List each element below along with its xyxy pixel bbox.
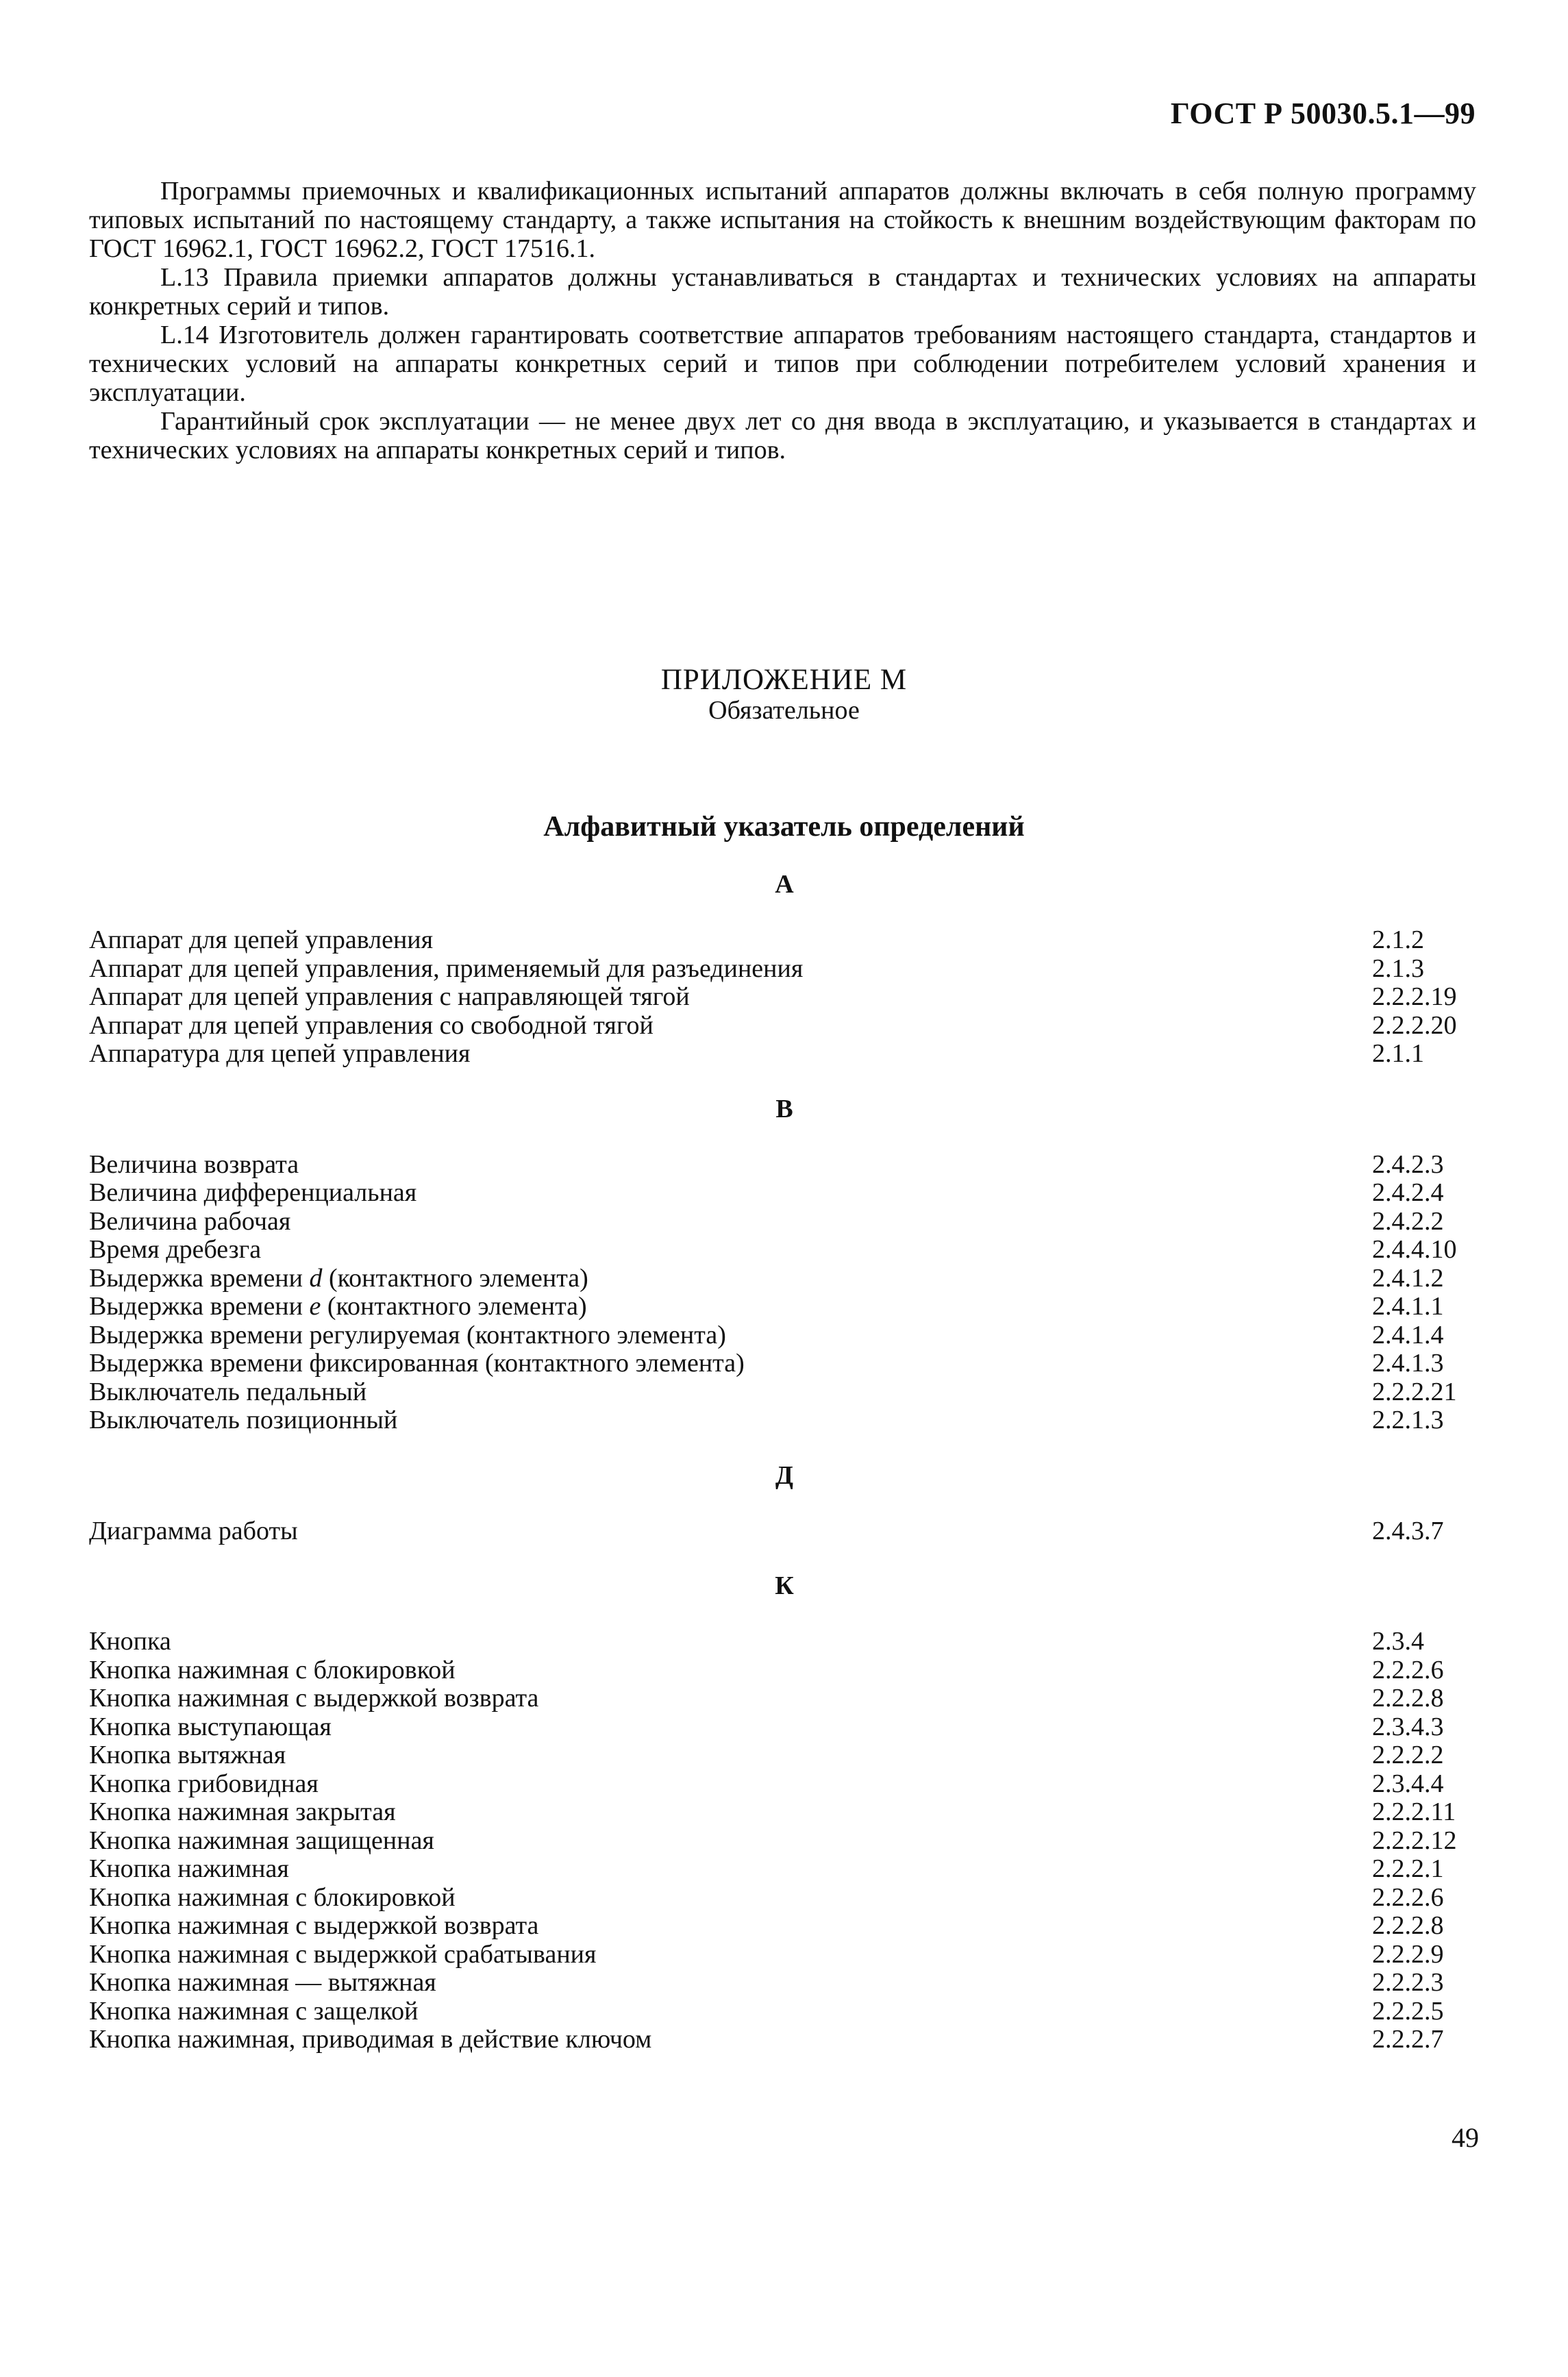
index-term: Выключатель педальный: [89, 1377, 367, 1406]
index-term: Величина возврата: [89, 1149, 299, 1179]
index-ref: 2.2.2.6: [1372, 1882, 1444, 1912]
index-entry: [89, 1236, 1480, 1265]
index-entry: [89, 955, 1480, 984]
index-ref: 2.2.2.7: [1372, 2025, 1444, 2054]
index-entry: [89, 1656, 1480, 1685]
index-term: Кнопка нажимная: [89, 1854, 289, 1883]
index-entry: [89, 1827, 1480, 1856]
index-entry: [89, 1884, 1480, 1913]
index-entry: [89, 983, 1480, 1012]
index-term: Кнопка выступающая: [89, 1712, 332, 1741]
index-term: Выдержка времени фиксированная (контактного элемента): [89, 1349, 745, 1378]
index-ref: 2.3.4.3: [1372, 1712, 1444, 1741]
index-term: Кнопка нажимная с блокировкой: [89, 1882, 456, 1912]
index-entry: [89, 1012, 1480, 1041]
index-term: Кнопка нажимная с защелкой: [89, 1996, 419, 2026]
index-entry: [89, 1741, 1480, 1770]
index-entry: [89, 1293, 1480, 1321]
index-entry: [89, 1349, 1480, 1378]
index-title: Алфавитный указатель определений: [543, 811, 1025, 843]
index-entry: [89, 1941, 1480, 1969]
index-ref: 2.2.2.8: [1372, 1684, 1444, 1713]
index-term: Величина рабочая: [89, 1206, 291, 1236]
page-number: 49: [1452, 2122, 1479, 2153]
index-ref: 2.4.2.4: [1372, 1178, 1444, 1207]
index-entry: [89, 1040, 1480, 1069]
index-term: [89, 1293, 587, 1321]
index-entry: [89, 1912, 1480, 1941]
index-entry: [89, 1179, 1480, 1208]
index-entry: [89, 1265, 1480, 1293]
index-term: Кнопка: [89, 1627, 171, 1656]
index-ref: 2.3.4: [1372, 1627, 1424, 1656]
index-term-text: Выдержка времени: [89, 1292, 310, 1321]
index-term: Кнопка нажимная с выдержкой возврата: [89, 1684, 539, 1713]
standard-code-header: ГОСТ Р 50030.5.1—99: [1170, 97, 1476, 130]
index-ref: 2.4.2.2: [1372, 1206, 1444, 1236]
paragraph: L.13 Правила приемки аппаратов должны устанавливаться в стандартах и технических условиях на аппараты конкретных серий и типов.: [89, 263, 1476, 321]
index-letter-heading: К: [775, 1571, 794, 1600]
index-term: Аппаратура для цепей управления: [89, 1039, 471, 1068]
index-term-variable: e: [309, 1292, 321, 1321]
index-term: Диаграмма работы: [89, 1516, 298, 1545]
index-term: Кнопка нажимная с блокировкой: [89, 1655, 456, 1684]
index-entry: [89, 1770, 1480, 1799]
index-ref: 2.2.2.1: [1372, 1854, 1444, 1883]
index-entry: [89, 1151, 1480, 1180]
index-term-text: (контактного элемента): [321, 1292, 587, 1321]
index-term: Кнопка нажимная — вытяжная: [89, 1968, 436, 1997]
index-term: Выключатель позиционный: [89, 1406, 398, 1434]
index-entry: [89, 1378, 1480, 1407]
index-entry: [89, 1406, 1480, 1435]
index-entry: [89, 1713, 1480, 1742]
paragraph: L.14 Изготовитель должен гарантировать соответствие аппаратов требованиям настоящего стандарта, стандартов и технических условий на аппараты конкретных серий и типов при соблюдении потребителем условий хранения и эксплуатации.: [89, 321, 1476, 407]
index-letter-heading: Д: [775, 1460, 794, 1490]
index-term: Выдержка времени регулируемая (контактного элемента): [89, 1320, 726, 1349]
index-letter-heading: А: [775, 870, 794, 899]
index-term: [89, 1265, 588, 1293]
index-ref: 2.2.2.21: [1372, 1377, 1457, 1406]
index-ref: 2.4.1.4: [1372, 1320, 1444, 1349]
index-entry: [89, 1798, 1480, 1827]
index-ref: 2.4.2.3: [1372, 1149, 1444, 1179]
index-term-variable: d: [309, 1263, 323, 1293]
paragraph: Гарантийный срок эксплуатации — не менее двух лет со дня ввода в эксплуатацию, и указывается в стандартах и технических условиях на аппараты конкретных серий и типов.: [89, 407, 1476, 464]
index-entry: [89, 2026, 1480, 2054]
index-entry: [89, 1628, 1480, 1656]
index-term: Кнопка грибовидная: [89, 1769, 319, 1798]
index-term-text: (контактного элемента): [322, 1263, 588, 1293]
index-term: Величина дифференциальная: [89, 1178, 417, 1207]
alphabetical-index: [89, 870, 1480, 2054]
index-entry: [89, 1998, 1480, 2026]
index-term: Кнопка нажимная, приводимая в действие ключом: [89, 2025, 652, 2054]
index-ref: 2.4.1.2: [1372, 1263, 1444, 1293]
index-ref: 2.2.2.9: [1372, 1939, 1444, 1969]
index-ref: 2.3.4.4: [1372, 1769, 1444, 1798]
index-term: Кнопка нажимная защищенная: [89, 1826, 434, 1855]
body-text: [89, 177, 1476, 464]
index-term: Время дребезга: [89, 1235, 262, 1264]
appendix-subtitle: Обязательное: [708, 696, 860, 725]
index-letter-heading: В: [775, 1094, 793, 1123]
index-ref: 2.2.1.3: [1372, 1406, 1444, 1434]
index-ref: 2.4.4.10: [1372, 1235, 1457, 1264]
index-entry: [89, 1208, 1480, 1236]
index-entry: [89, 926, 1480, 955]
index-ref: 2.2.2.6: [1372, 1655, 1444, 1684]
index-entry: [89, 1684, 1480, 1713]
index-term: Аппарат для цепей управления, применяемый для разъединения: [89, 954, 804, 983]
index-term: Кнопка нажимная закрытая: [89, 1797, 396, 1826]
index-term-text: Выдержка времени: [89, 1263, 310, 1293]
index-ref: 2.1.1: [1372, 1039, 1424, 1068]
index-ref: 2.4.3.7: [1372, 1516, 1444, 1545]
index-entry: [89, 1855, 1480, 1884]
index-ref: 2.2.2.5: [1372, 1996, 1444, 2026]
index-ref: 2.2.2.3: [1372, 1968, 1444, 1997]
index-ref: 2.2.2.12: [1372, 1826, 1457, 1855]
index-ref: 2.2.2.19: [1372, 982, 1457, 1011]
paragraph: Программы приемочных и квалификационных испытаний аппаратов должны включать в себя полную программу типовых испытаний по настоящему стандарту, а также испытания на стойкость к внешним воздействующим факторам по ГОСТ 16962.1, ГОСТ 16962.2, ГОСТ 17516.1.: [89, 177, 1476, 263]
index-ref: 2.1.3: [1372, 954, 1424, 983]
index-term: Кнопка вытяжная: [89, 1741, 286, 1769]
index-entry: [89, 1321, 1480, 1350]
index-ref: 2.2.2.11: [1372, 1797, 1456, 1826]
index-term: Кнопка нажимная с выдержкой возврата: [89, 1911, 539, 1940]
index-ref: 2.2.2.8: [1372, 1911, 1444, 1940]
index-term: Аппарат для цепей управления с направляющей тягой: [89, 982, 690, 1011]
index-term: Аппарат для цепей управления со свободной тягой: [89, 1010, 654, 1040]
index-ref: 2.1.2: [1372, 925, 1424, 954]
index-ref: 2.4.1.3: [1372, 1349, 1444, 1378]
index-ref: 2.2.2.20: [1372, 1010, 1457, 1040]
index-entry: [89, 1517, 1480, 1546]
index-term: Кнопка нажимная с выдержкой срабатывания: [89, 1939, 597, 1969]
index-entry: [89, 1969, 1480, 1998]
appendix-title: ПРИЛОЖЕНИЕ М: [660, 664, 908, 696]
index-ref: 2.2.2.2: [1372, 1741, 1444, 1769]
index-term: Аппарат для цепей управления: [89, 925, 434, 954]
index-ref: 2.4.1.1: [1372, 1292, 1444, 1321]
